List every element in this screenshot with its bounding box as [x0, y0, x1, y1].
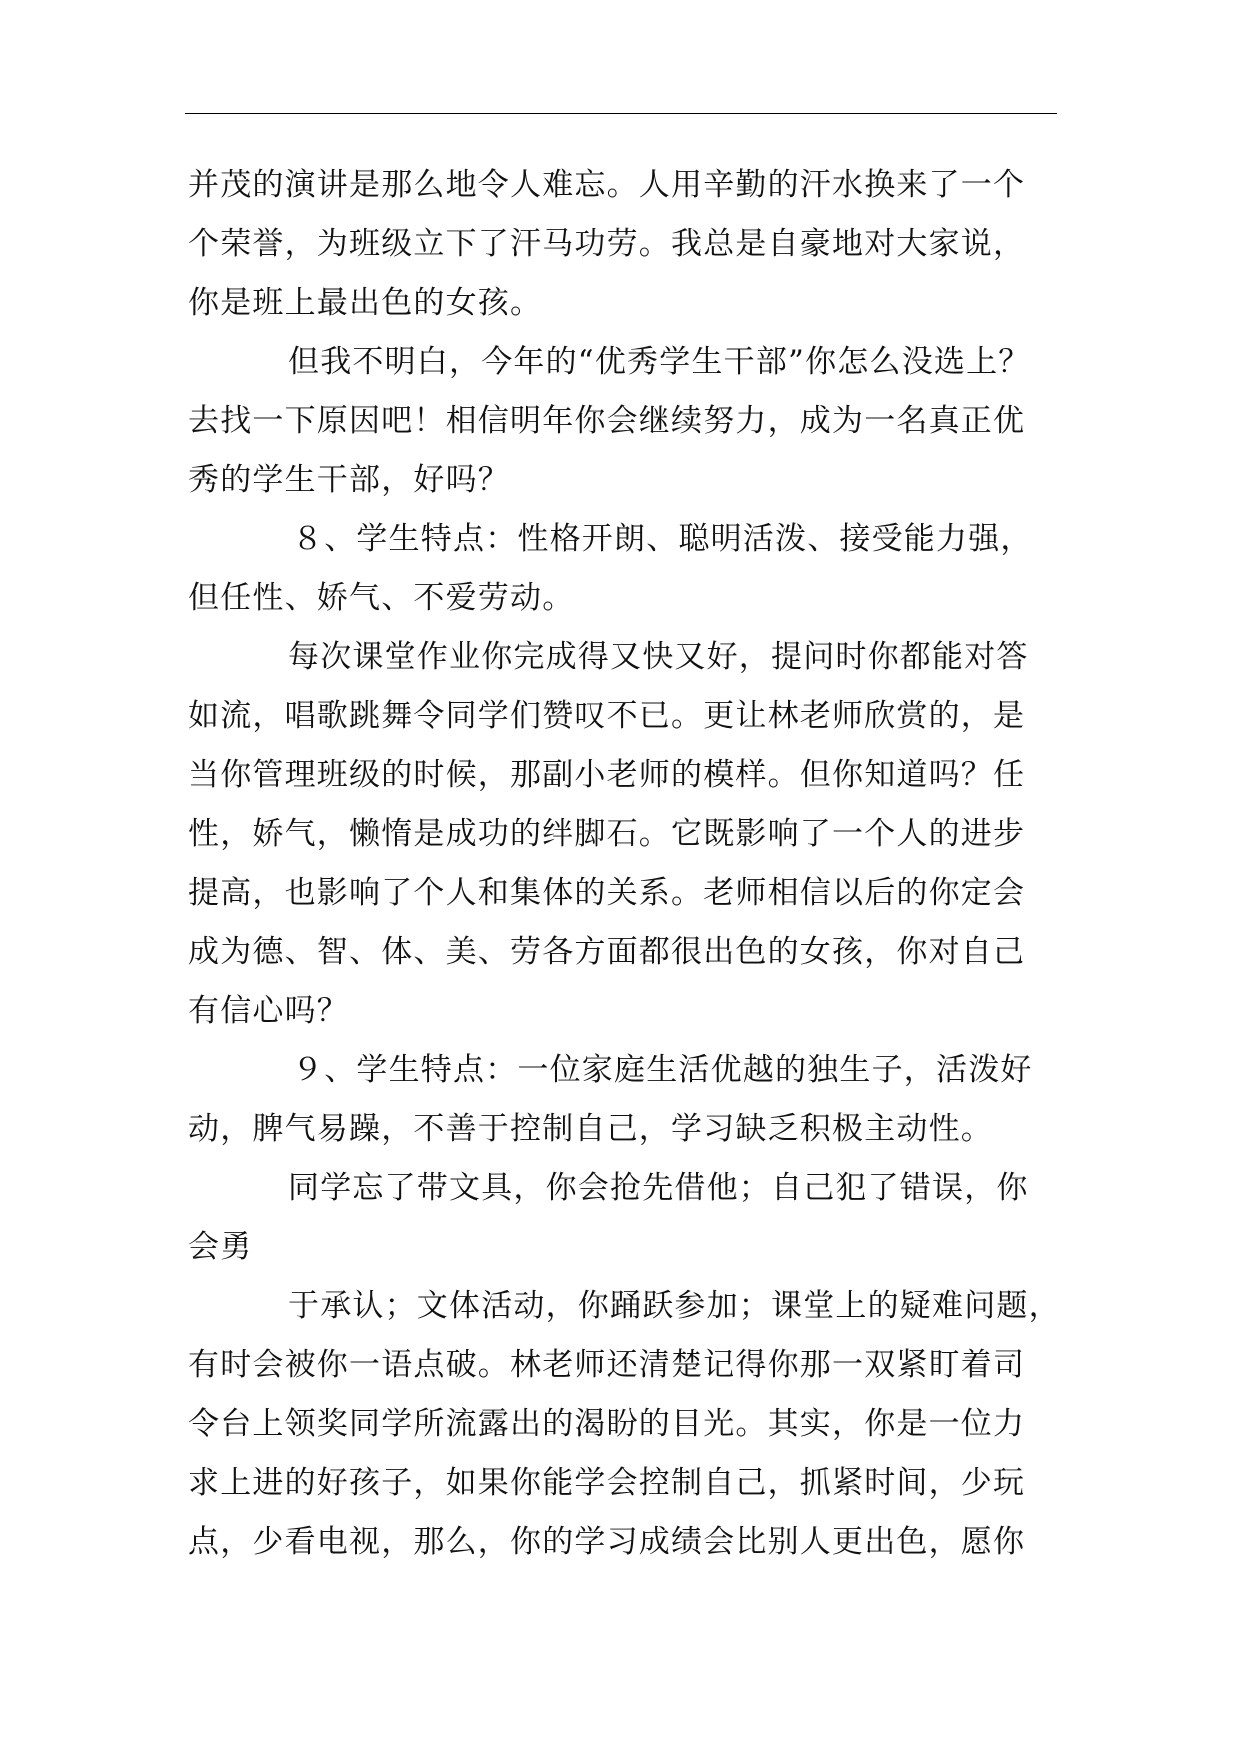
text-line: 去找一下原因吧！相信明年你会继续努力，成为一名真正优 — [188, 403, 1026, 439]
text-line: 你是班上最出色的女孩。 — [188, 285, 543, 321]
text-line: 成为德、智、体、美、劳各方面都很出色的女孩，你对自己 — [188, 934, 1026, 970]
paragraph-first-line: 每次课堂作业你完成得又快又好，提问时你都能对答 — [288, 639, 1029, 675]
paragraph-first-line: 同学忘了带文具，你会抢先借他；自己犯了错误，你 — [288, 1170, 1029, 1206]
text-line: 求上进的好孩子，如果你能学会控制自己，抓紧时间，少玩 — [188, 1465, 1026, 1501]
text-line: 秀的学生干部，好吗？ — [188, 462, 510, 498]
text-line: 当你管理班级的时候，那副小老师的模样。但你知道吗？任 — [188, 757, 1026, 793]
numbered-item-line: ９、学生特点：一位家庭生活优越的独生子，活泼好 — [292, 1052, 1033, 1088]
text-line: 并茂的演讲是那么地令人难忘。人用辛勤的汗水换来了一个 — [188, 167, 1026, 203]
text-line: 但任性、娇气、不爱劳动。 — [188, 580, 575, 616]
text-line: 令台上领奖同学所流露出的渴盼的目光。其实，你是一位力 — [188, 1406, 1026, 1442]
text-line: 有时会被你一语点破。林老师还清楚记得你那一双紧盯着司 — [188, 1347, 1026, 1383]
text-line: 如流，唱歌跳舞令同学们赞叹不已。更让林老师欣赏的，是 — [188, 698, 1026, 734]
text-line: 个荣誉，为班级立下了汗马功劳。我总是自豪地对大家说， — [188, 226, 1026, 262]
text-line: 会勇 — [188, 1229, 253, 1265]
document-body — [188, 156, 1061, 1572]
header-rule — [185, 113, 1057, 114]
text-line: 性，娇气，懒惰是成功的绊脚石。它既影响了一个人的进步 — [188, 816, 1026, 852]
text-line: 有信心吗？ — [188, 993, 349, 1029]
text-line: 点，少看电视，那么，你的学习成绩会比别人更出色，愿你 — [188, 1524, 1026, 1560]
paragraph-first-line: 但我不明白，今年的“优秀学生干部”你怎么没选上？ — [288, 344, 1031, 380]
numbered-item-line: ８、学生特点：性格开朗、聪明活泼、接受能力强， — [292, 521, 1033, 557]
text-line: 提高，也影响了个人和集体的关系。老师相信以后的你定会 — [188, 875, 1026, 911]
paragraph-first-line: 于承认；文体活动，你踊跃参加；课堂上的疑难问题， — [288, 1288, 1061, 1324]
text-line: 动，脾气易躁，不善于控制自己，学习缺乏积极主动性。 — [188, 1111, 993, 1147]
